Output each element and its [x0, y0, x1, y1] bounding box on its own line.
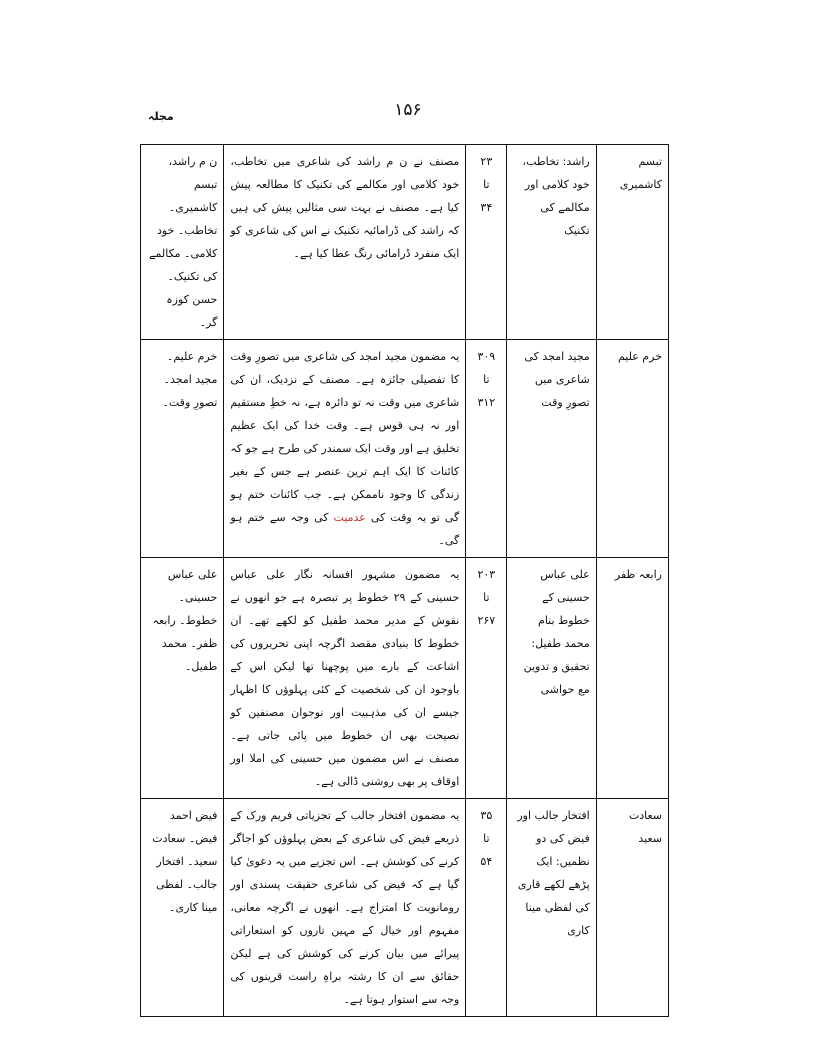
summary-cell: یہ مضمون افتخار جالب کے تجزیاتی فریم ورک کے ذریعے فیض کی شاعری کے بعض پہلوؤں کو اجاگر کرنے کی کوشش ہے۔ اس تجزیے میں یہ دعویٰ کیا گیا ہے کہ فیض کی شاعری حقیقت پسندی اور رومانویت کا امتزاج ہے۔ انھوں نے اگرچہ معانی، مفہوم اور خیال کے مہین تاروں کو استعاراتی پیرائے میں بیان کرنے کی کوشش کی ہے لیکن حقائق سے ان کا رشتہ براہِ راست قرینوں کی وجہ سے استوار ہوتا ہے۔ [224, 799, 466, 1017]
keywords-cell: ن م راشد، تبسم کاشمیری۔ تخاطب۔ خود کلامی۔ مکالمے کی تکنیک۔ حسن کوزہ گر۔ [141, 145, 224, 340]
summary-text-end: کی وجہ سے ختم ہو گی۔ [230, 511, 460, 547]
highlighted-word: عدمیت [333, 511, 366, 524]
summary-cell: یہ مضمون مشہور افسانہ نگار علی عباس حسینی کے ۲۹ خطوط پر تبصرہ ہے جو انھوں نے نقوش کے مدیر محمد طفیل کو لکھے تھے۔ ان خطوط کا بنیادی مقصد اگرچہ اپنی تحریروں کی اشاعت کے بارے میں پوچھنا تھا لیکن اس کے باوجود ان کی شخصیت کے کئی پہلوؤں کا اظہار جیسے ان کی مذہبیت اور نوجوان مصنفین کو نصیحت بھی ان خطوط میں پائی جاتی ہے۔ مصنف نے اس مضمون میں حسینی کی املا اور اوقاف پر بھی روشنی ڈالی ہے۔ [224, 558, 466, 799]
title-cell: علی عباس حسینی کے خطوط بنام محمد طفیل: تحقیق و تدوین مع حواشی [507, 558, 596, 799]
pages-cell [466, 145, 507, 340]
keywords-cell: فیض احمد فیض۔ سعادت سعید۔ افتخار جالب۔ لفظی مینا کاری۔ [141, 799, 224, 1017]
table-row [141, 558, 669, 799]
page-separator: تا [483, 373, 490, 386]
page-start: ۲۳ [480, 155, 493, 168]
page-end: ۳۱۲ [477, 396, 496, 409]
keywords-cell: علی عباس حسینی۔ خطوط۔ رابعہ ظفر۔ محمد طفیل۔ [141, 558, 224, 799]
page-end: ۳۴ [480, 201, 493, 214]
title-cell: مجید امجد کی شاعری میں تصورِ وقت [507, 340, 596, 558]
summary-text: یہ مضمون مجید امجد کی شاعری میں تصورِ وقت کا تفصیلی جائزہ ہے۔ مصنف کے نزدیک، ان کی شاعری میں وقت نہ تو دائرہ ہے، نہ خطِ مستقیم اور نہ ہی قوس ہے۔ وقت خدا کی ایک عظیم تخلیق ہے اور وقت ایک سمندر کی طرح ہے جو کہ کائنات کا ایک اہم ترین عنصر ہے جس کے بغیر زندگی کا وجود ناممکن ہے۔ جب کائنات ختم ہو گی تو یہ وقت کی [230, 350, 460, 524]
table-row [141, 799, 669, 1017]
page-start: ۳۵ [480, 809, 493, 822]
page-end: ۵۴ [480, 855, 493, 868]
author-cell: خرم علیم [596, 340, 668, 558]
pages-cell [466, 799, 507, 1017]
journal-label: مجلہ [148, 110, 174, 123]
pages-cell [466, 558, 507, 799]
page-separator: تا [483, 178, 490, 191]
keywords-cell: خرم علیم۔ مجید امجد۔ تصورِ وقت۔ [141, 340, 224, 558]
table-row [141, 340, 669, 558]
page-end: ۲۶۷ [477, 614, 496, 627]
author-cell: تبسم کاشمیری [596, 145, 668, 340]
title-cell: راشد: تخاطب، خود کلامی اور مکالمے کی تکنیک [507, 145, 596, 340]
page-start: ۲۰۳ [477, 568, 496, 581]
index-table [140, 144, 669, 1017]
page-number: ۱۵۶ [394, 100, 422, 120]
summary-cell: مصنف نے ن م راشد کی شاعری میں تخاطب، خود کلامی اور مکالمے کی تکنیک کا مطالعہ پیش کیا ہے۔ مصنف نے بہت سی مثالیں پیش کی ہیں کہ راشد کی ڈرامائیہ تکنیک نے اس کی شاعری کو ایک منفرد ڈرامائی رنگ عطا کیا ہے۔ [224, 145, 466, 340]
author-cell: رابعہ ظفر [596, 558, 668, 799]
page-separator: تا [483, 832, 490, 845]
title-cell: افتخار جالب اور فیض کی دو نظمیں: ایک پڑھے لکھے قاری کی لفظی مینا کاری [507, 799, 596, 1017]
pages-cell [466, 340, 507, 558]
page-start: ۳۰۹ [477, 350, 496, 363]
author-cell: سعادت سعید [596, 799, 668, 1017]
page-separator: تا [483, 591, 490, 604]
summary-cell [224, 340, 466, 558]
table-row [141, 145, 669, 340]
